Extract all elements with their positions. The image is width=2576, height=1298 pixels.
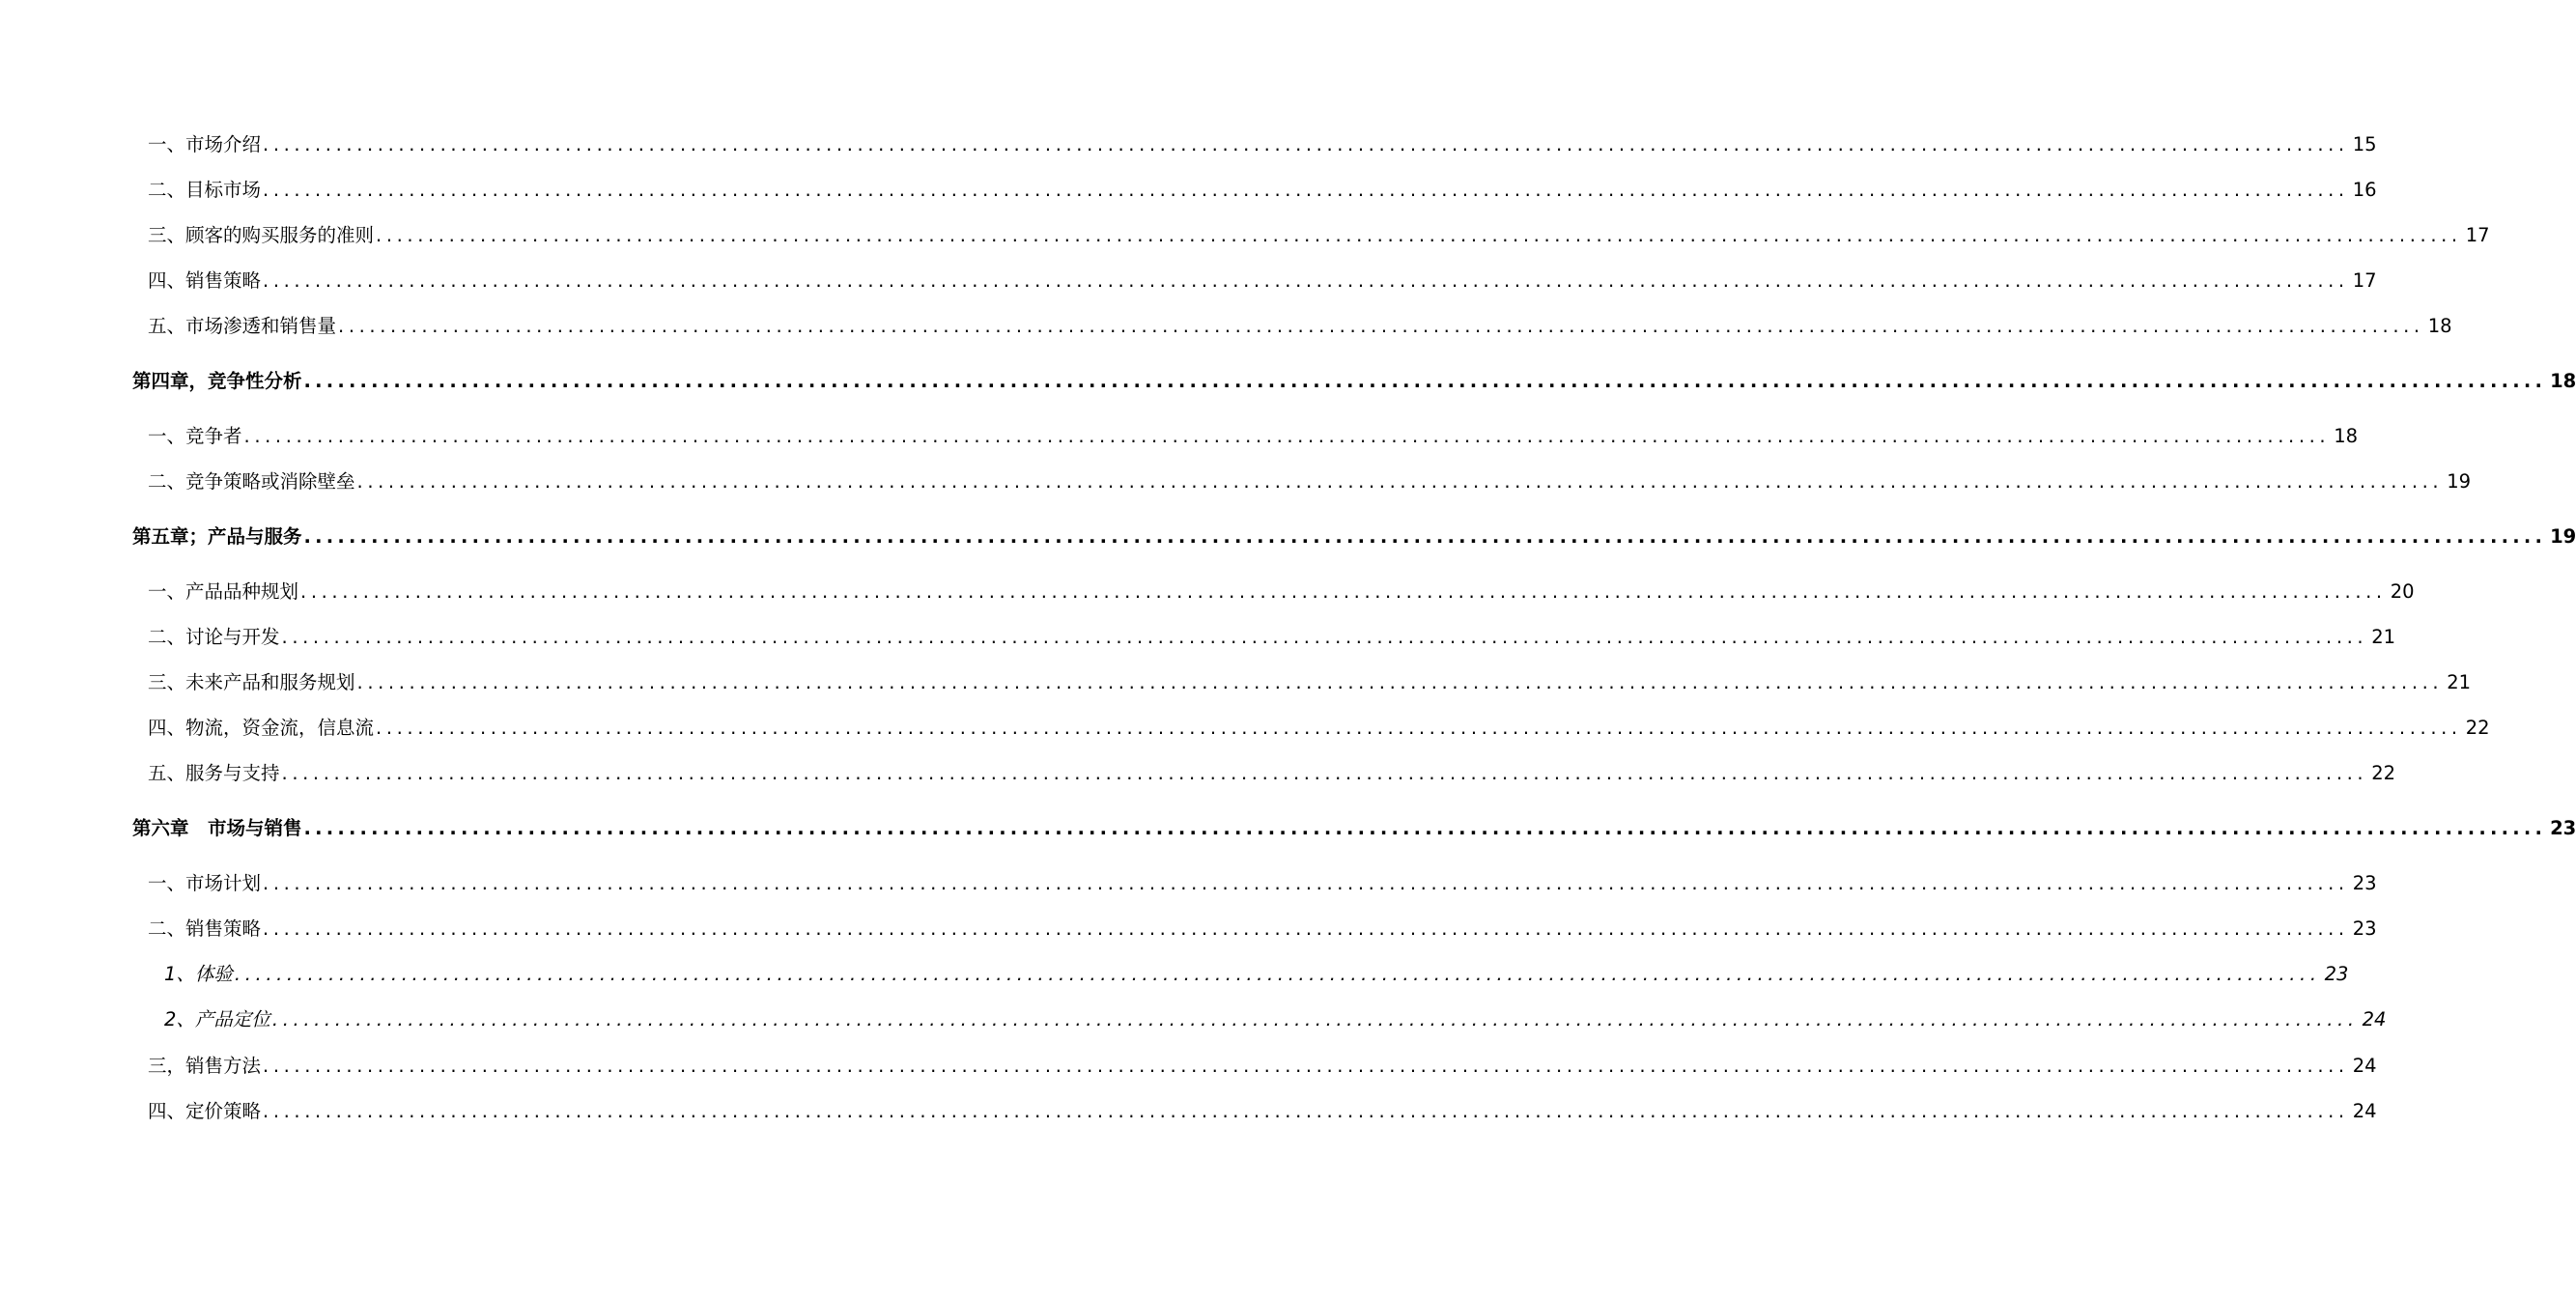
toc-section-entry[interactable]	[148, 312, 2452, 341]
toc-entry-title: 二、销售策略	[148, 917, 262, 940]
toc-section-entry[interactable]	[148, 467, 2472, 496]
toc-page-number: 24	[2352, 1055, 2377, 1077]
toc-section-entry[interactable]	[148, 267, 2377, 296]
toc-page-number: 18	[2334, 425, 2359, 447]
toc-section-entry[interactable]	[148, 422, 2359, 451]
toc-page-number: 17	[2352, 269, 2377, 292]
toc-section-entry[interactable]	[148, 623, 2396, 652]
toc-page-number: 21	[2371, 626, 2396, 648]
dot-leader: ........................................................................................................................................................................................................	[263, 133, 2349, 155]
toc-page-number: 24	[2352, 1100, 2377, 1122]
toc-page-number: 23	[2352, 872, 2377, 894]
toc-page-number: 17	[2465, 224, 2490, 246]
toc-page-number: 19	[2447, 470, 2472, 493]
dot-leader: ........................................................................................................................................................................................................	[263, 179, 2349, 201]
dot-leader: ........................................................................................................................................................................................................	[303, 370, 2547, 392]
toc-entry-title: 五、市场渗透和销售量	[148, 315, 337, 337]
toc-entry-title: 第四章，竞争性分析	[132, 370, 302, 392]
dot-leader: ........................................................................................................................................................................................................	[281, 626, 2368, 648]
toc-entry-title: 1、体验	[164, 963, 233, 985]
dot-leader: ........................................................................................................................................................................................................	[243, 425, 2331, 447]
toc-chapter-entry[interactable]	[132, 367, 2576, 396]
dot-leader: ........................................................................................................................................................................................................	[281, 762, 2368, 784]
toc-page-number: 19	[2550, 525, 2576, 548]
dot-leader: ........................................................................................................................................................................................................	[263, 1100, 2349, 1122]
toc-page-number: 23	[2324, 963, 2349, 985]
toc-page-number: 23	[2352, 917, 2377, 940]
toc-section-entry[interactable]	[148, 668, 2472, 697]
dot-leader: ........................................................................................................................................................................................................	[263, 1055, 2349, 1077]
toc-entry-title: 第六章 市场与销售	[132, 817, 302, 839]
toc-page-number: 15	[2352, 133, 2377, 155]
toc-entry-title: 三，销售方法	[148, 1055, 262, 1077]
toc-entry-title: 二、目标市场	[148, 179, 262, 201]
toc-page-number: 23	[2550, 817, 2576, 839]
dot-leader: ........................................................................................................................................................................................................	[303, 817, 2547, 839]
toc-section-entry[interactable]	[148, 176, 2377, 205]
toc-page-number: 16	[2352, 179, 2377, 201]
toc-section-entry[interactable]	[148, 221, 2490, 250]
toc-section-entry[interactable]	[148, 714, 2490, 743]
toc-page-number: 18	[2427, 315, 2452, 337]
dot-leader: ........................................................................................................................................................................................................	[263, 872, 2349, 894]
toc-entry-title: 四、物流，资金流，信息流	[148, 717, 375, 739]
toc-section-entry[interactable]	[148, 869, 2377, 898]
toc-page-number: 20	[2390, 580, 2415, 603]
toc-section-entry[interactable]	[148, 1097, 2377, 1126]
dot-leader: ........................................................................................................................................................................................................	[234, 963, 2321, 985]
dot-leader: ........................................................................................................................................................................................................	[271, 1008, 2359, 1030]
toc-page-number: 24	[2362, 1008, 2387, 1030]
dot-leader: ........................................................................................................................................................................................................	[376, 224, 2462, 246]
toc-entry-title: 三、未来产品和服务规划	[148, 671, 355, 693]
toc-chapter-entry[interactable]	[132, 522, 2576, 551]
toc-entry-title: 一、竞争者	[148, 425, 242, 447]
toc-subsection-entry[interactable]	[164, 960, 2349, 989]
dot-leader: ........................................................................................................................................................................................................	[356, 671, 2444, 693]
dot-leader: ........................................................................................................................................................................................................	[356, 470, 2444, 493]
toc-entry-title: 三、顾客的购买服务的准则	[148, 224, 375, 246]
toc-section-entry[interactable]	[148, 130, 2377, 159]
toc-chapter-entry[interactable]	[132, 814, 2576, 843]
toc-entry-title: 2、产品定位	[164, 1008, 270, 1030]
toc-entry-title: 一、市场介绍	[148, 133, 262, 155]
dot-leader: ........................................................................................................................................................................................................	[376, 717, 2462, 739]
toc-entry-title: 一、产品品种规划	[148, 580, 299, 603]
toc-entry-title: 二、竞争策略或消除壁垒	[148, 470, 355, 493]
dot-leader: ........................................................................................................................................................................................................	[300, 580, 2387, 603]
toc-entry-title: 二、讨论与开发	[148, 626, 280, 648]
toc-entry-title: 第五章；产品与服务	[132, 525, 302, 548]
toc-page-number: 21	[2447, 671, 2472, 693]
dot-leader: ........................................................................................................................................................................................................	[303, 525, 2547, 548]
toc-page-number: 22	[2371, 762, 2396, 784]
toc-section-entry[interactable]	[148, 1052, 2377, 1081]
toc-page-number: 18	[2550, 370, 2576, 392]
toc-entry-title: 一、市场计划	[148, 872, 262, 894]
toc-entry-title: 五、服务与支持	[148, 762, 280, 784]
toc-subsection-entry[interactable]	[164, 1005, 2387, 1034]
dot-leader: ........................................................................................................................................................................................................	[263, 269, 2349, 292]
toc-entry-title: 四、定价策略	[148, 1100, 262, 1122]
dot-leader: ........................................................................................................................................................................................................	[263, 917, 2349, 940]
toc-entry-title: 四、销售策略	[148, 269, 262, 292]
toc-section-entry[interactable]	[148, 915, 2377, 944]
toc-section-entry[interactable]	[148, 578, 2415, 607]
toc-section-entry[interactable]	[148, 759, 2396, 788]
dot-leader: ........................................................................................................................................................................................................	[338, 315, 2424, 337]
toc-page-number: 22	[2465, 717, 2490, 739]
